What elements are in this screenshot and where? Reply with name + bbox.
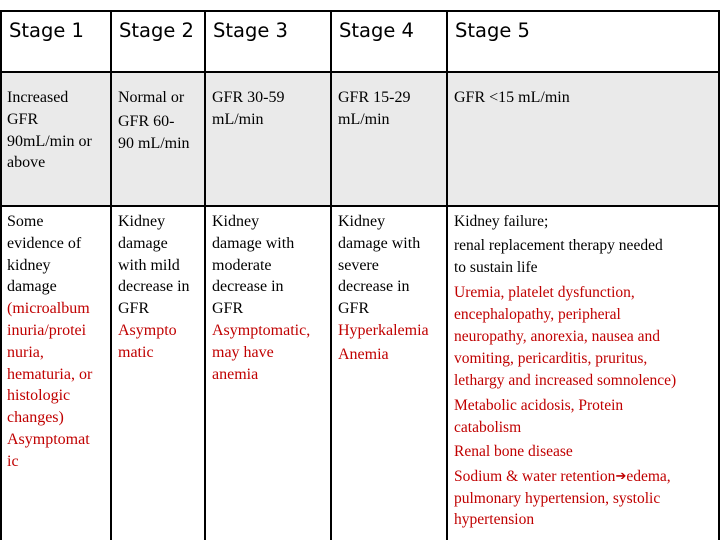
desc-stage-4-line: decrease in [338, 278, 410, 296]
desc-stage-4-line: damage with [338, 234, 421, 252]
gfr-stage-1-line: GFR [7, 110, 39, 128]
desc-stage-4-symptom-line: Anemia [338, 345, 389, 363]
desc-stage-4 [331, 211, 447, 366]
gfr-stage-5 [447, 87, 718, 109]
desc-stage-5-symptom-line: vomiting, pericarditis, pruritus, [454, 349, 648, 367]
desc-stage-5-line: Kidney failure; [454, 213, 549, 230]
desc-stage-1-symptom-line: histologic [7, 387, 71, 405]
desc-stage-3-line: decrease in [212, 278, 284, 296]
header-stage-2: Stage 2 [119, 19, 194, 42]
gfr-stage-1-line: 90mL/min or [7, 132, 92, 150]
gfr-stage-2-line: Normal or [118, 89, 185, 106]
row-divider-1 [0, 71, 720, 73]
header-stage-1: Stage 1 [9, 19, 84, 42]
desc-stage-5 [447, 211, 718, 531]
desc-stage-1-symptom-line: hematuria, or [7, 365, 93, 383]
gfr-stage-5-line: GFR <15 mL/min [454, 89, 570, 106]
gfr-stage-1-line: Increased [7, 89, 69, 106]
gfr-stage-1-line: above [7, 154, 46, 172]
desc-stage-3-line: damage with [212, 234, 295, 252]
gfr-stage-4-line: GFR 15-29 [338, 89, 411, 106]
desc-stage-5-symptom-line: pulmonary hypertension, systolic [454, 489, 661, 507]
desc-stage-5-symptom-line: Uremia, platelet dysfunction, [454, 284, 635, 302]
desc-stage-3-symptom-line: anemia [212, 365, 259, 383]
desc-stage-2-symptom-line: Asympto [118, 321, 177, 339]
desc-stage-1-line: Some [7, 213, 44, 230]
desc-stage-1-symptom-line: inuria/protei [7, 321, 87, 339]
desc-stage-1-symptom-line: (microalbum [7, 300, 90, 318]
desc-stage-5-symptom-line: catabolism [454, 419, 522, 437]
desc-stage-1-symptom-line: Asymptomat [7, 430, 90, 448]
desc-stage-5-symptom-line: hypertension [454, 511, 535, 529]
desc-stage-4-line: severe [338, 256, 379, 274]
gfr-stage-4-line: mL/min [338, 110, 390, 128]
gfr-stage-4 [331, 87, 447, 131]
desc-stage-1-line: damage [7, 278, 57, 296]
gfr-stage-1 [0, 87, 110, 174]
desc-stage-5-symptom-line: neuropathy, anorexia, nausea and [454, 327, 661, 345]
desc-stage-2-line: damage [118, 234, 168, 252]
desc-stage-5-line: to sustain life [454, 258, 538, 276]
sodium-retention-text: Sodium & water retention [454, 467, 616, 485]
desc-stage-2 [111, 211, 205, 364]
desc-stage-4-line: GFR [338, 300, 370, 318]
desc-stage-2-line: with mild [118, 256, 180, 274]
table-border-top [0, 10, 720, 12]
gfr-stage-3-line: mL/min [212, 110, 264, 128]
header-stage-3: Stage 3 [213, 19, 288, 42]
desc-stage-1-line: kidney [7, 256, 51, 274]
desc-stage-5-symptom-line: lethargy and increased somnolence) [454, 371, 677, 389]
desc-stage-2-line: GFR [118, 300, 150, 318]
gfr-stage-3-line: GFR 30-59 [212, 89, 285, 106]
desc-stage-3-symptom-line: may have [212, 343, 274, 361]
gfr-stage-2 [111, 87, 205, 154]
desc-stage-3-line: GFR [212, 300, 244, 318]
desc-stage-5-symptom-line: encephalopathy, peripheral [454, 306, 621, 324]
desc-stage-3 [205, 211, 331, 385]
desc-stage-5-symptom-line: Metabolic acidosis, Protein [454, 397, 624, 415]
desc-stage-2-line: decrease in [118, 278, 190, 296]
arrow-right-icon: ➔ [615, 467, 627, 483]
desc-stage-1-line: evidence of [7, 234, 82, 252]
desc-stage-1-symptom-line: changes) [7, 409, 64, 427]
desc-stage-5-sodium-line [454, 465, 714, 488]
row-divider-2 [0, 205, 720, 207]
gfr-stage-2-line: GFR 60- [118, 112, 175, 130]
desc-stage-5-line: renal replacement therapy needed [454, 236, 663, 254]
desc-stage-5-symptom-line: Renal bone disease [454, 442, 573, 460]
desc-stage-3-symptom-line: Asymptomatic, [212, 321, 311, 339]
desc-stage-2-symptom-line: matic [118, 343, 154, 361]
desc-stage-1 [0, 211, 110, 473]
gfr-stage-3 [205, 87, 331, 131]
header-stage-4: Stage 4 [339, 19, 414, 42]
desc-stage-2-line: Kidney [118, 213, 166, 230]
header-stage-5: Stage 5 [455, 19, 530, 42]
desc-stage-1-symptom-line: nuria, [7, 343, 44, 361]
desc-stage-4-line: Kidney [338, 213, 386, 230]
gfr-stage-2-line: 90 mL/min [118, 134, 190, 152]
desc-stage-3-line: moderate [212, 256, 272, 274]
desc-stage-1-symptom-line: ic [7, 452, 19, 470]
desc-stage-4-symptom-line: Hyperkalemia [338, 321, 429, 339]
edema-text: edema, [626, 467, 671, 485]
desc-stage-3-line: Kidney [212, 213, 260, 230]
